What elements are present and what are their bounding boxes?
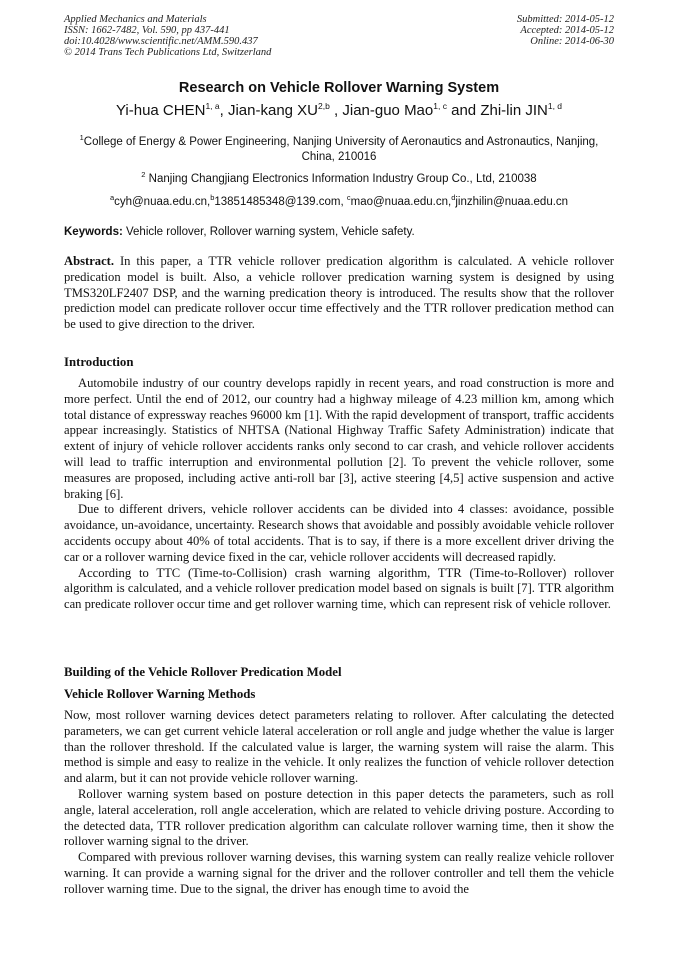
author-name: Zhi-lin JIN (480, 102, 548, 119)
author-separator: and (446, 102, 481, 119)
keywords-label: Keywords: (64, 226, 123, 238)
methods-body (64, 708, 614, 898)
submission-dates (517, 14, 614, 47)
abstract (64, 254, 614, 333)
paragraph: According to TTC (Time-to-Collision) crash warning algorithm, TTR (Time-to-Rollover) rollover algorithm is calculated, and a vehicle rollover predication model based on signals is built [7]. TTR algorithm can predicate rollover occur time and get rollover warning time, which can represent risk of vehicle rollover. (64, 565, 614, 612)
author-separator: , (329, 102, 343, 119)
author-affiliation-mark: 1, d (547, 101, 563, 111)
author-affiliation-mark: 2,b (318, 101, 330, 111)
introduction-body (64, 376, 614, 613)
author-affiliation-mark: 1, c (433, 101, 447, 111)
affiliation-2 (64, 167, 614, 187)
email-link[interactable]: jinzhilin@nuaa.edu.cn (455, 195, 569, 208)
email-mark: b (210, 193, 215, 202)
accepted-date: Accepted: 2014-05-12 (520, 25, 614, 36)
email-mark: d (451, 193, 456, 202)
paragraph: Rollover warning system based on posture detection in this paper detects the parameters, such as roll angle, lateral acceleration, roll angle acceleration, which are related to vehicle driving posture. According to the detected data, TTR rollover predication algorithm can calculate rollover warning time, then it show the rollover warning signal to the driver. (64, 786, 614, 849)
affiliation-mark: 1 (79, 133, 84, 142)
paragraph: Now, most rollover warning devices detect parameters relating to rollover. After calculating the detected parameters, we can get current vehicle lateral acceleration or roll angle and judge whether the value is larger than the rollover threshold. If the calculated value is larger, the warning system will raise the alarm. This method is simple and easy to realize in the vehicle. It only realizes the function of vehicle rollover detection and alarm, but it can not provide vehicle rollover warning. (64, 708, 614, 786)
affiliation-mark: 2 (141, 170, 146, 179)
paragraph: Compared with previous rollover warning devises, this warning system can really realize vehicle rollover warning. It can provide a warning signal for the driver and the rollover controller and tell them the vehicle rollover warning time. Due to the signal, the driver has enough time to avoid the (64, 850, 614, 896)
abstract-text: In this paper, a TTR vehicle rollover predication algorithm is calculated. A vehicle rollover predication model is built. Also, a vehicle rollover predication warning system is designed by using TMS320LF2407 DSP, and the warning predication theory is introduced. The results show that the rollover prediction model can predicate rollover occur time effectively and the TTR rollover predication method can be used to give direction to the driver. (64, 254, 614, 332)
journal-info (64, 14, 271, 58)
author-emails (64, 190, 614, 210)
keywords-text: Vehicle rollover, Rollover warning system, Vehicle safety. (122, 226, 415, 238)
paragraph: Automobile industry of our country develops rapidly in recent years, and road construction is more and more perfect. Until the end of 2012, our country had a highway mileage of 4.23 million km, among which total distance of expressway reaches 96000 km [1]. With the rapid development of transport, traffic accidents appear increasingly. Statistics of NHTSA (National Highway Traffic Safety Administration) indicate that extent of injury of vehicle rollover accidents ranks only second to car crash, and vehicle rollover accidents will lead to traffic interruption and environmental pollution [2]. To prevent the vehicle rollover, some measures are proposed, including active anti-roll bar [3], active steering [4,5] active suspension and active braking [6]. (64, 376, 614, 501)
email-mark: a (109, 193, 115, 202)
subsection-heading-methods: Vehicle Rollover Warning Methods (64, 687, 256, 701)
section-heading-introduction: Introduction (64, 355, 134, 369)
copyright-line: © 2014 Trans Tech Publications Ltd, Switzerland (64, 47, 272, 58)
section-heading-building: Building of the Vehicle Rollover Predication Model (64, 665, 342, 679)
keywords (64, 226, 614, 238)
author-name: Jian-kang XU (227, 102, 319, 119)
doi-line: doi:10.4028/www.scientific.net/AMM.590.437 (64, 36, 258, 47)
author-separator: , (219, 102, 228, 119)
paper-title: Research on Vehicle Rollover Warning System (178, 80, 500, 96)
author-name: Yi-hua CHEN (115, 102, 206, 119)
email-link[interactable]: cyh@nuaa.edu.cn, (114, 195, 211, 208)
author-list (0, 101, 678, 119)
author-name: Jian-guo Mao (342, 102, 434, 119)
issn-line: ISSN: 1662-7482, Vol. 590, pp 437-441 (64, 25, 230, 36)
email-link[interactable]: 13851485348@139.com, (214, 195, 347, 208)
email-link[interactable]: mao@nuaa.edu.cn, (350, 195, 452, 208)
affiliation-text: Nanjing Changjiang Electronics Information Industry Group Co., Ltd, 210038 (145, 172, 537, 185)
email-mark: c (346, 193, 351, 202)
affiliation-text: College of Energy & Power Engineering, Nanjing University of Aeronautics and Astronautics, Nanjing, China, 210016 (83, 135, 599, 163)
journal-name: Applied Mechanics and Materials (64, 14, 207, 25)
submitted-date: Submitted: 2014-05-12 (516, 14, 614, 25)
affiliation-1 (64, 130, 614, 165)
author-affiliation-mark: 1, a (205, 101, 220, 111)
paragraph: Due to different drivers, vehicle rollover accidents can be divided into 4 classes: avoidance, possible avoidance, un-avoidance, uncertainty. Research shows that avoidable and possibly avoidable vehicle rollover accidents occupy about 40% of total accidents. That is to say, if there is a more excellent driver driving the car or a rollover warning device fixed in the car, vehicle rollover accidents will decreased rapidly. (64, 502, 614, 564)
abstract-label: Abstract. (64, 254, 115, 268)
online-date: Online: 2014-06-30 (530, 36, 614, 47)
